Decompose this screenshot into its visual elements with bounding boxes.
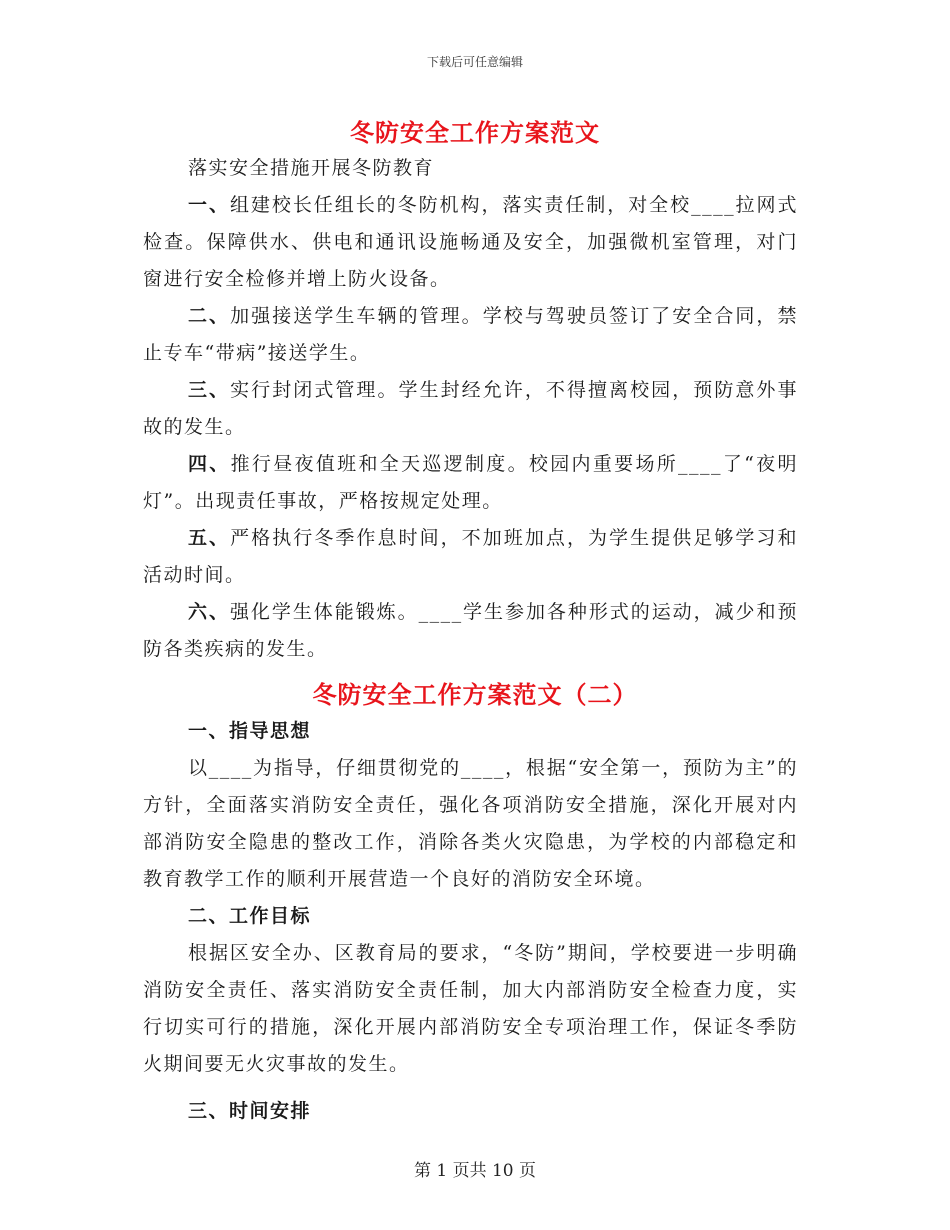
list-item	[143, 298, 798, 372]
item-text: 加强接送学生车辆的管理。学校与驾驶员签订了安全合同，禁止专车“带病”接送学生。	[143, 305, 798, 364]
item-number: 三、	[188, 379, 231, 401]
doc-subtitle: 冬防安全工作方案范文（二）	[312, 680, 638, 709]
section-intro: 落实安全措施开展冬防教育	[188, 157, 435, 179]
item-text: 严格执行冬季作息时间，不加班加点，为学生提供足够学习和活动时间。	[143, 527, 798, 586]
item-text: 强化学生体能锻炼。____学生参加各种形式的运动，减少和预防各类疾病的发生。	[143, 601, 798, 660]
item-text: 实行封闭式管理。学生封经允许，不得擅离校园，预防意外事故的发生。	[143, 379, 798, 438]
item-number: 六、	[188, 601, 230, 623]
list-item	[143, 187, 798, 298]
list-item	[143, 520, 798, 594]
doc-title: 冬防安全工作方案范文	[350, 118, 600, 147]
section-two	[143, 713, 798, 1130]
page-header-note: 下载后可任意编辑	[426, 55, 523, 69]
page-number: 第 1 页共 10 页	[413, 1161, 537, 1181]
paragraph: 以____为指导，仔细贯彻党的____，根据“安全第一，预防为主”的方针，全面落实消防安全责任，强化各项消防安全措施，深化开展对内部消防安全隐患的整改工作，消除各类火灾隐患，为学校的内部稳定和教育教学工作的顺利开展营造一个良好的消防安全环境。	[143, 757, 798, 890]
item-number: 四、	[188, 453, 231, 475]
section-one	[143, 150, 798, 668]
item-text: 推行昼夜值班和全天巡逻制度。校园内重要场所____了“夜明灯”。出现责任事故，严格按规定处理。	[143, 453, 798, 512]
list-item	[143, 446, 798, 520]
item-number: 二、	[188, 305, 231, 327]
list-item	[143, 372, 798, 446]
paragraph: 根据区安全办、区教育局的要求，“冬防”期间，学校要进一步明确消防安全责任、落实消防安全责任制，加大内部消防安全检查力度，实行切实可行的措施，深化开展内部消防安全专项治理工作，保证冬季防火期间要无火灾事故的发生。	[143, 942, 798, 1075]
item-number: 五、	[188, 527, 231, 549]
list-item	[143, 594, 798, 668]
section-heading: 二、工作目标	[188, 905, 312, 927]
item-number: 一、	[188, 194, 230, 216]
section-heading: 三、时间安排	[188, 1100, 312, 1122]
section-heading: 一、指导思想	[188, 720, 312, 742]
item-text: 组建校长任组长的冬防机构，落实责任制，对全校____拉网式检查。保障供水、供电和通讯设施畅通及安全，加强微机室管理，对门窗进行安全检修并增上防火设备。	[143, 194, 798, 290]
